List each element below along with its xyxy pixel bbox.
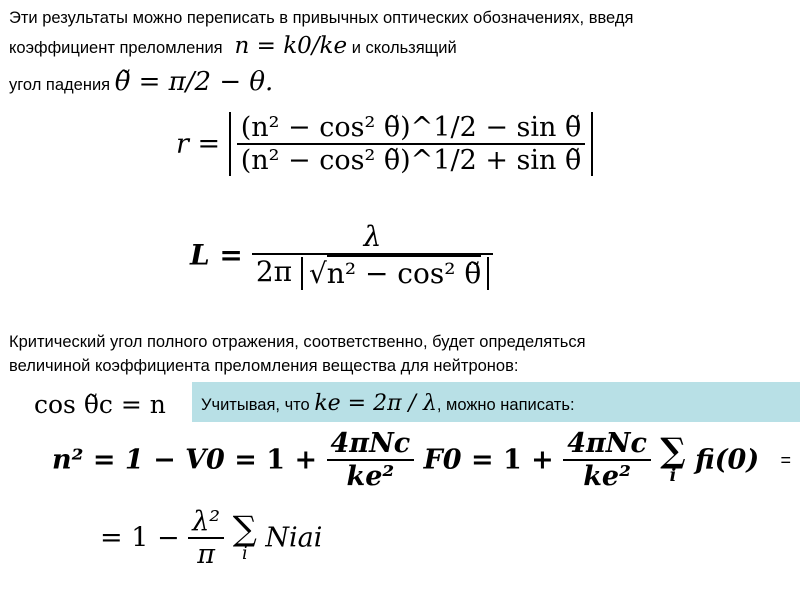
eq-n2-f0: F0 [423,444,462,476]
note-formula: ke = 2π / λ [314,391,437,416]
eq-n2-v0: V0 [185,444,225,476]
refractive-index-definition [227,33,347,59]
eq-n2-mid2: = 1 + [470,444,554,476]
intro-line-3 [9,67,274,97]
eq-r-abs [229,112,594,176]
eq-n2-fraction-2 [563,428,651,492]
eq-n2-frac2-den: ke² [563,459,651,492]
critical-line-2: величиной коэффициента преломления вещества для нейтронов: [9,357,519,375]
eq-last-sum-body: Niai [265,522,323,554]
eq-n2-lhs: n² = 1 − [52,444,176,476]
equation-n-squared [52,428,791,492]
eq-n2-frac2-num: 4πNc [567,428,647,459]
intro-line-1: Эти результаты можно переписать в привычных оптических обозначениях, введя [9,9,634,27]
n-def-text: n = k0/ke [234,33,348,59]
eq-last-sum [232,509,257,565]
note-box [192,382,800,422]
critical-line-1: Критический угол полного отражения, соответственно, будет определяться [9,333,586,351]
glancing-angle-definition: θ̃ = π/2 − θ. [114,67,274,97]
eq-n2-frac1-den: ke² [327,459,415,492]
eq-n2-frac1-num: 4πNc [330,428,411,459]
eq-L-numerator: λ [363,220,382,253]
intro-line-2-tail: и скользящий [351,39,457,57]
eq-L-lhs: L = [190,238,243,272]
eq-last-frac-num: λ² [192,506,221,537]
eq-n2-sum [660,430,686,487]
eq-r-fraction [237,112,586,176]
equation-length [190,220,493,290]
eq-last-frac-den: π [188,537,224,570]
eq-r-numerator: (n² − cos² θ̃)^1/2 − sin θ̃ [240,112,582,143]
eq-r-lhs: r = [176,128,221,160]
intro-line-2-text: коэффициент преломления [9,39,223,57]
eq-n2-trail: = [780,449,792,470]
eq-L-abs: √n² − cos² θ̃ [301,257,489,290]
eq-L-root: n² − cos² θ̃ [326,257,482,290]
eq-last-fraction [188,506,224,570]
equation-reflectivity [176,112,593,176]
sum-index: i [241,544,248,565]
note-suffix: , можно написать: [436,396,575,414]
eq-n2-fraction-1 [327,428,415,492]
eq-L-fraction [252,220,493,290]
sum-symbol: ∑ [660,430,686,471]
sum-index: i [669,466,677,487]
intro-line-2 [9,34,457,60]
eq-L-denominator [252,253,493,290]
eq-last-lhs: = 1 − [100,522,180,554]
critical-angle-formula: cos θ̃c = n [34,390,166,419]
equation-final [100,506,322,570]
eq-L-den-prefix: 2π [255,255,293,288]
eq-n2-sum-body: fi(0) [695,444,760,476]
eq-r-denominator: (n² − cos² θ̃)^1/2 + sin θ̃ [237,143,586,176]
intro-line-3-text: угол падения [9,76,111,94]
sum-symbol: ∑ [232,509,257,549]
note-prefix: Учитывая, что [201,396,310,414]
eq-n2-mid: = 1 + [234,444,318,476]
